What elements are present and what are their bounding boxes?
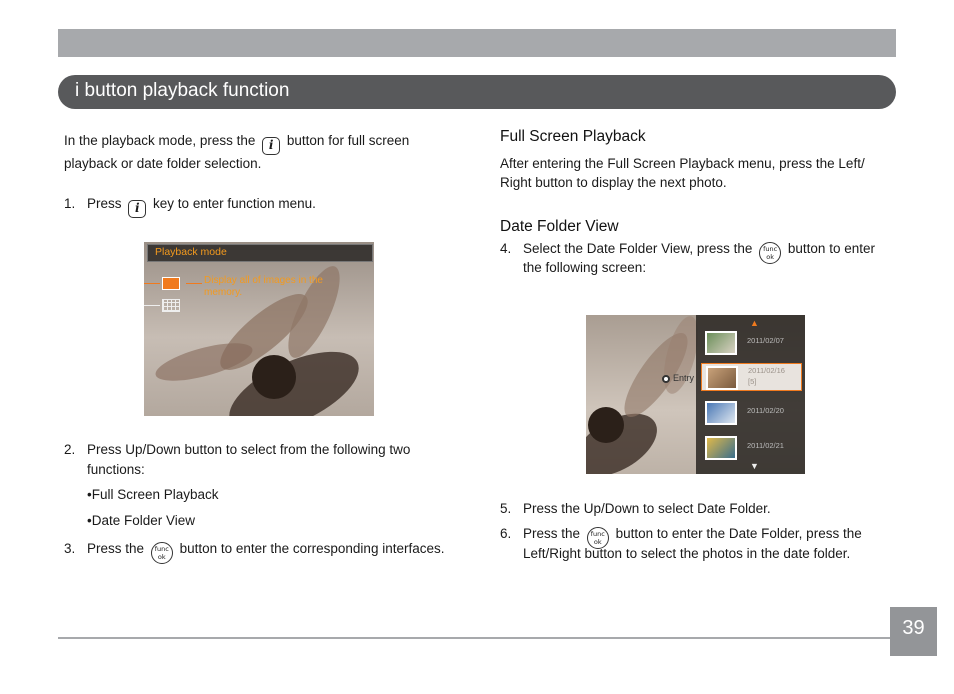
date-folder-heading: Date Folder View	[500, 218, 619, 235]
step-number: 3.	[64, 541, 76, 556]
connector-line	[186, 283, 202, 284]
bullet-item: •Full Screen Playback	[87, 487, 219, 502]
ok-label: ok	[157, 553, 166, 561]
step-6-line-2: Left/Right button to select the photos in the date folder.	[523, 546, 851, 561]
step-number: 5.	[500, 501, 512, 516]
menu-description-line: Display all of images in the	[204, 275, 323, 286]
func-ok-button-icon	[151, 542, 173, 564]
page-number-box	[890, 607, 937, 656]
menu-description-line: memory.	[204, 287, 243, 298]
date-folder-row	[701, 434, 802, 462]
date-folder-screenshot	[586, 315, 805, 474]
menu-header-label: Playback mode	[155, 246, 227, 258]
folder-thumbnail	[705, 401, 737, 425]
flower-image	[144, 242, 374, 416]
entry-label: Entry	[673, 373, 695, 383]
folder-date: 2011/02/16	[748, 366, 785, 375]
connector-line	[144, 305, 160, 306]
step-6-text-b: button to enter the Date Folder, press the	[615, 526, 862, 541]
step-number: 2.	[64, 442, 76, 457]
step-4-text-a: Select the Date Folder View, press the	[523, 241, 753, 256]
step-4-text-b: button to enter	[787, 241, 875, 256]
step-1-text-a: Press	[87, 196, 122, 211]
intro-line-2: playback or date folder selection.	[64, 156, 262, 171]
func-label: func	[154, 545, 169, 553]
scroll-up-icon: ▲	[750, 318, 759, 328]
section-title-bar	[58, 75, 896, 109]
step-5-text: Press the Up/Down to select Date Folder.	[523, 501, 771, 516]
func-label: func	[763, 245, 778, 253]
date-folder-grid-icon	[162, 299, 180, 312]
folder-thumbnail	[705, 331, 737, 355]
date-folder-row	[701, 329, 802, 357]
step-1-text-b: key to enter function menu.	[153, 196, 316, 211]
folder-thumbnail	[705, 436, 737, 460]
step-number: 6.	[500, 526, 512, 541]
func-ok-button-icon	[759, 242, 781, 264]
step-3-text-b: button to enter the corresponding interfaces.	[179, 541, 445, 556]
intro-text-b: button for full screen	[286, 133, 410, 148]
folder-date: 2011/02/07	[747, 336, 784, 345]
info-button-icon: i	[262, 137, 280, 155]
ok-label: ok	[766, 253, 775, 261]
menu-header	[147, 244, 373, 262]
info-button-icon: i	[128, 200, 146, 218]
full-screen-line-1: After entering the Full Screen Playback menu, press the Left/	[500, 156, 865, 171]
step-number: 1.	[64, 196, 76, 211]
step-3-text-a: Press the	[87, 541, 145, 556]
folder-count: [5]	[748, 377, 757, 386]
ok-label: ok	[593, 538, 602, 546]
header-band	[58, 29, 896, 57]
bullet-item: •Date Folder View	[87, 513, 196, 528]
date-folder-row-selected	[701, 363, 802, 391]
full-screen-heading: Full Screen Playback	[500, 128, 646, 145]
connector-line	[144, 283, 160, 284]
full-screen-playback-icon	[162, 277, 180, 290]
step-2-line-2: functions:	[87, 462, 145, 477]
date-folder-row	[701, 399, 802, 427]
step-6-text-a: Press the	[523, 526, 581, 541]
page-number: 39	[902, 617, 925, 639]
func-label: func	[590, 530, 605, 538]
playback-mode-screenshot	[144, 242, 374, 416]
step-number: 4.	[500, 241, 512, 256]
step-1-text	[87, 194, 316, 218]
date-folder-list	[696, 315, 805, 474]
folder-date: 2011/02/21	[747, 441, 784, 450]
step-3-text	[87, 539, 444, 564]
full-screen-line-2: Right button to display the next photo.	[500, 175, 727, 190]
folder-date: 2011/02/20	[747, 406, 784, 415]
footer-rule	[58, 637, 893, 639]
section-title: i button playback function	[75, 80, 290, 101]
entry-marker-icon	[662, 375, 670, 383]
step-4-line-2: the following screen:	[523, 260, 647, 275]
menu-description	[204, 275, 323, 299]
scroll-down-icon: ▼	[750, 461, 759, 471]
step-2-line-1: Press Up/Down button to select from the following two	[87, 442, 411, 457]
intro-text-a: In the playback mode, press the	[64, 133, 256, 148]
folder-thumbnail	[706, 366, 738, 390]
intro-line-1	[64, 131, 409, 155]
